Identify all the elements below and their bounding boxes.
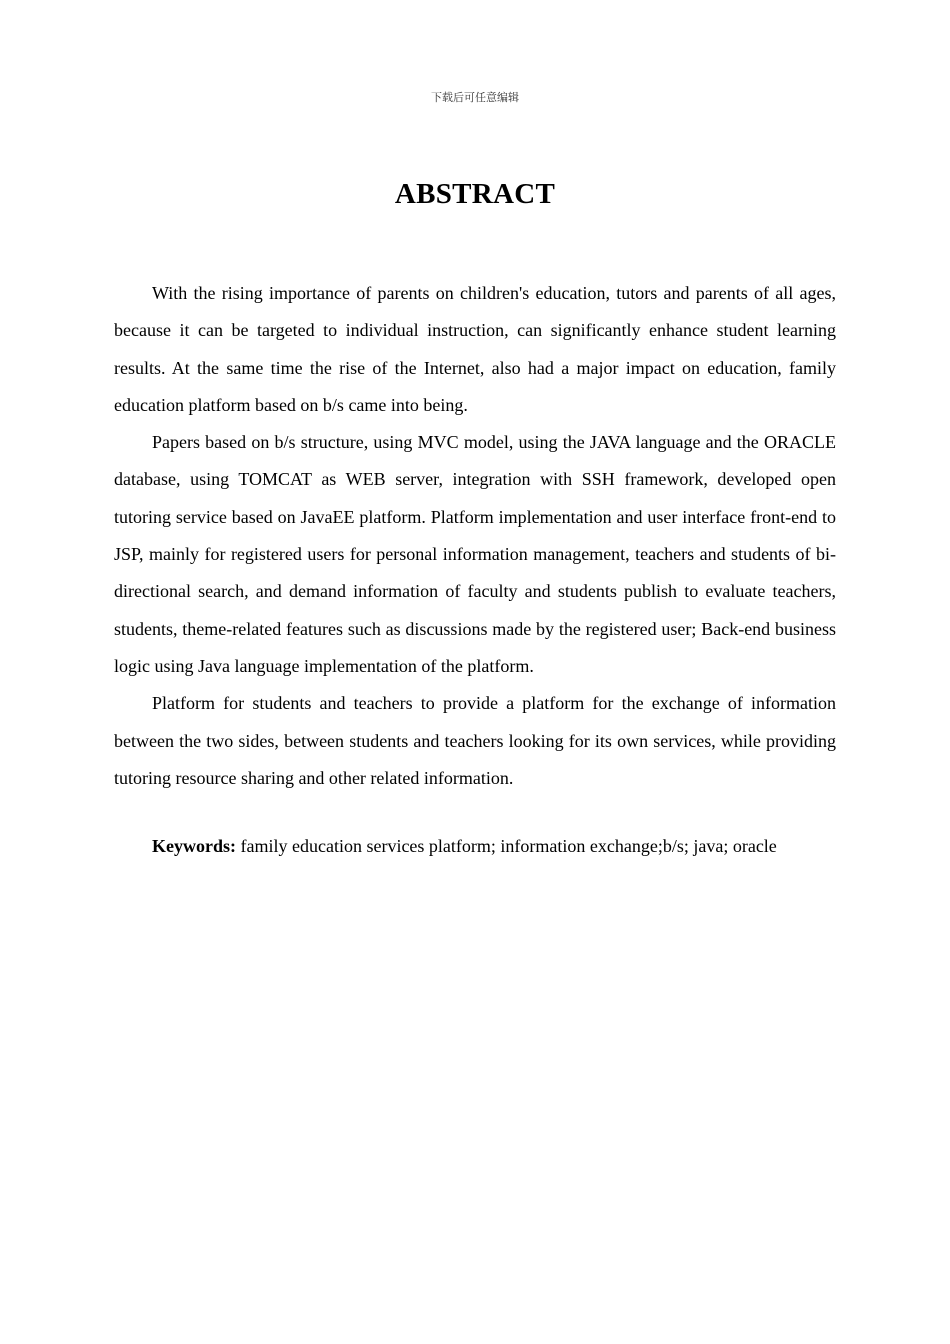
header-note: 下载后可任意编辑: [431, 91, 519, 104]
keywords-line: [114, 828, 836, 865]
abstract-body: [114, 275, 836, 797]
keywords-text: family education services platform; information exchange;b/s; java; oracle: [236, 836, 777, 856]
abstract-paragraph-1: With the rising importance of parents on children's education, tutors and parents of all ages, because it can be targeted to individual instruction, can significantly enhance student learning results. At the same time the rise of the Internet, also had a major impact on education, family education platform based on b/s came into being.: [114, 283, 836, 415]
keywords-label: Keywords:: [152, 836, 236, 856]
abstract-title: ABSTRACT: [394, 178, 556, 210]
abstract-paragraph-2: Papers based on b/s structure, using MVC model, using the JAVA language and the ORACLE database, using TOMCAT as WEB server, integration with SSH framework, developed open tutoring service based on JavaEE platform. Platform implementation and user interface front-end to JSP, mainly for registered users for personal information management, teachers and students of bi-directional search, and demand information of faculty and students publish to evaluate teachers, students, theme-related features such as discussions made by the registered user; Back-end business logic using Java language implementation of the platform.: [114, 432, 836, 676]
abstract-paragraph-3: Platform for students and teachers to provide a platform for the exchange of information between the two sides, between students and teachers looking for its own services, while providing tutoring resource sharing and other related information.: [114, 693, 836, 788]
